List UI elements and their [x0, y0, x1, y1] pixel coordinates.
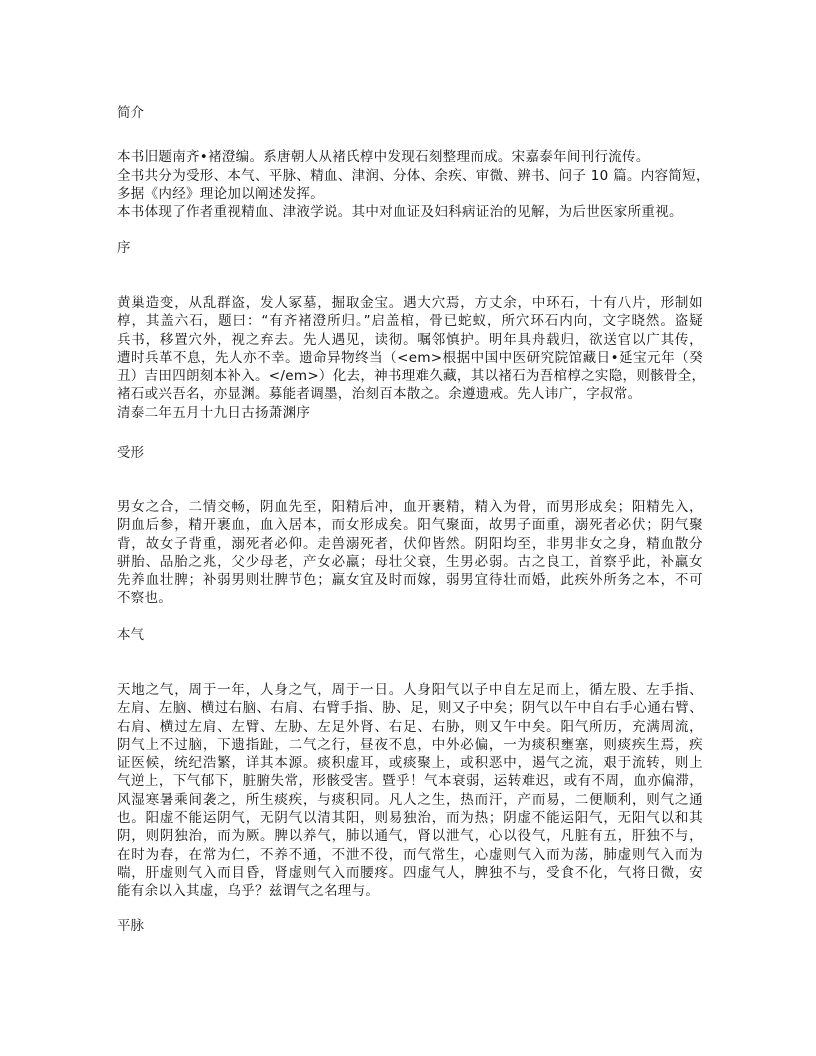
text-line: 证医候，统纪浩繁，详其本源。痰积虚耳，或痰聚上，或积恶中，遏气之流，艰于流转，则上 [117, 755, 703, 772]
text-line: 阴，则阴独治，而为厥。脾以养气，肺以通气，肾以泄气，心以役气，凡脏有五，肝独不与， [117, 828, 703, 845]
text-line: 能有余以入其虚，乌乎？兹谓气之名理与。 [117, 883, 380, 900]
text-line: 黄巢造变，从乱群盗，发人冢墓，掘取金宝。遇大穴焉，方丈余，中环石，十有八片，形制如 [117, 295, 703, 311]
text-line: 天地之气，周于一年，人身之气，周于一日。人身阳气以子中自左足而上，循左股、左手指、 [117, 682, 703, 698]
text-line: 右肩、横过左肩、左臂、左胁、左足外肾、右足、右胁，则又午中矣。阳气所历，充满周流， [117, 718, 703, 735]
text-line: 全书共分为受形、本气、平脉、精血、津润、分体、余疾、审微、辨书、问子 10 篇。内容简短， [117, 167, 710, 184]
text-line: 左肩、左脑、横过右脑、右肩、右臂手指、胁、足，则又子中矣；阴气以午中自右手心通右臂、 [117, 700, 703, 717]
text-line: 在时为春，在常为仁，不养不通，不泄不役，而气常生，心虚则气入而为荡，肺虚则气入而为 [117, 846, 703, 863]
paragraph [117, 294, 706, 422]
section-heading-pingmai: 平脉 [117, 918, 144, 934]
paragraph [117, 148, 703, 166]
text-line: 骈胎、品胎之兆，父少母老，产女必羸；母壮父衰，生男必弱。古之良工，首察乎此，补羸女 [117, 553, 703, 570]
paragraph [117, 167, 710, 204]
text-line: 阴气上不过脑，下遗指趾，二气之行，昼夜不息，中外必偏，一为痰积壅塞，则痰疾生焉，疾 [117, 736, 703, 753]
text-line: 椁，其盖六石，题曰：“有齐褚澄所归。”启盖棺，骨已蛇蚁，所穴环石内向，文字晓然。盗疑 [117, 313, 703, 330]
text-line: 气逆上，下气郁下，脏腑失常，形骸受害。暨乎！气本衰弱，运转难迟，或有不周，血亦偏滞， [117, 773, 703, 790]
text-line: 不察也。 [117, 590, 173, 607]
section-heading-intro: 简介 [117, 105, 144, 121]
text-line: 多据《内经》理论加以阐述发挥。 [117, 185, 324, 202]
text-line: 褚石或兴吾名，亦显渊。募能者调墨，治刻百本散之。余遵遗戒。先人讳广，字叔常。 [117, 386, 642, 403]
text-line: 背，故女子背重，溺死者必仰。走兽溺死者，伏仰皆然。阴阳均至，非男非女之身，精血散分 [117, 535, 703, 552]
text-line: 阴血后参，精开裹血，血入居本，而女形成矣。阳气聚面，故男子面重，溺死者必伏；阴气聚 [117, 517, 703, 534]
text-line: 喘，肝虚则气入而目昏，肾虚则气入而腰疼。四虚气人，脾独不与，受食不化，气将日微，安 [117, 864, 703, 881]
paragraph [117, 681, 703, 901]
paragraph [117, 498, 703, 608]
text-line: 清泰二年五月十九日古扬萧渊序 [117, 404, 311, 421]
text-line: 兵书，移置穴外，视之弃去。先人遇见，读彻。嘱邻慎护。明年具舟载归，欲送官以广其传， [117, 331, 703, 348]
text-line: 本书体现了作者重视精血、津液学说。其中对血证及妇科病证治的见解，为后世医家所重视。 [117, 204, 683, 220]
section-heading-benqi: 本气 [117, 627, 144, 643]
text-line: 遭时兵革不息，先人亦不幸。遗命异物终当（<em>根据中国中医研究院馆藏日•延宝元年（癸 [117, 349, 703, 366]
text-line: 男女之合，二情交畅，阴血先至，阳精后冲，血开裹精，精入为骨，而男形成矣；阳精先入， [117, 499, 703, 515]
text-line: 也。阳虚不能运阴气，无阴气以清其阳，则易独治，而为热；阴虚不能运阳气，无阳气以和其 [117, 810, 703, 827]
text-line: 本书旧题南齐•褚澄编。系唐朝人从褚氏椁中发现石刻整理而成。宋嘉泰年间刊行流传。 [117, 149, 650, 165]
section-heading-preface: 序 [117, 240, 131, 256]
paragraph [117, 203, 703, 221]
section-heading-shouxing: 受形 [117, 445, 144, 461]
text-line: 先养血壮脾；补弱男则壮脾节色；羸女宜及时而嫁，弱男宜待壮而婚，此疾外所务之本，不可 [117, 572, 703, 589]
text-line: 风湿寒暑乘间袭之，所生痰疾，与痰积同。凡人之生，热而汗，产而易，二便顺利，则气之通 [117, 791, 703, 808]
text-line: 丑）吉田四朗刻本补入。</em>）化去，神书理难久藏，其以褚石为吾棺椁之实隐，则骸骨全， [117, 368, 706, 385]
